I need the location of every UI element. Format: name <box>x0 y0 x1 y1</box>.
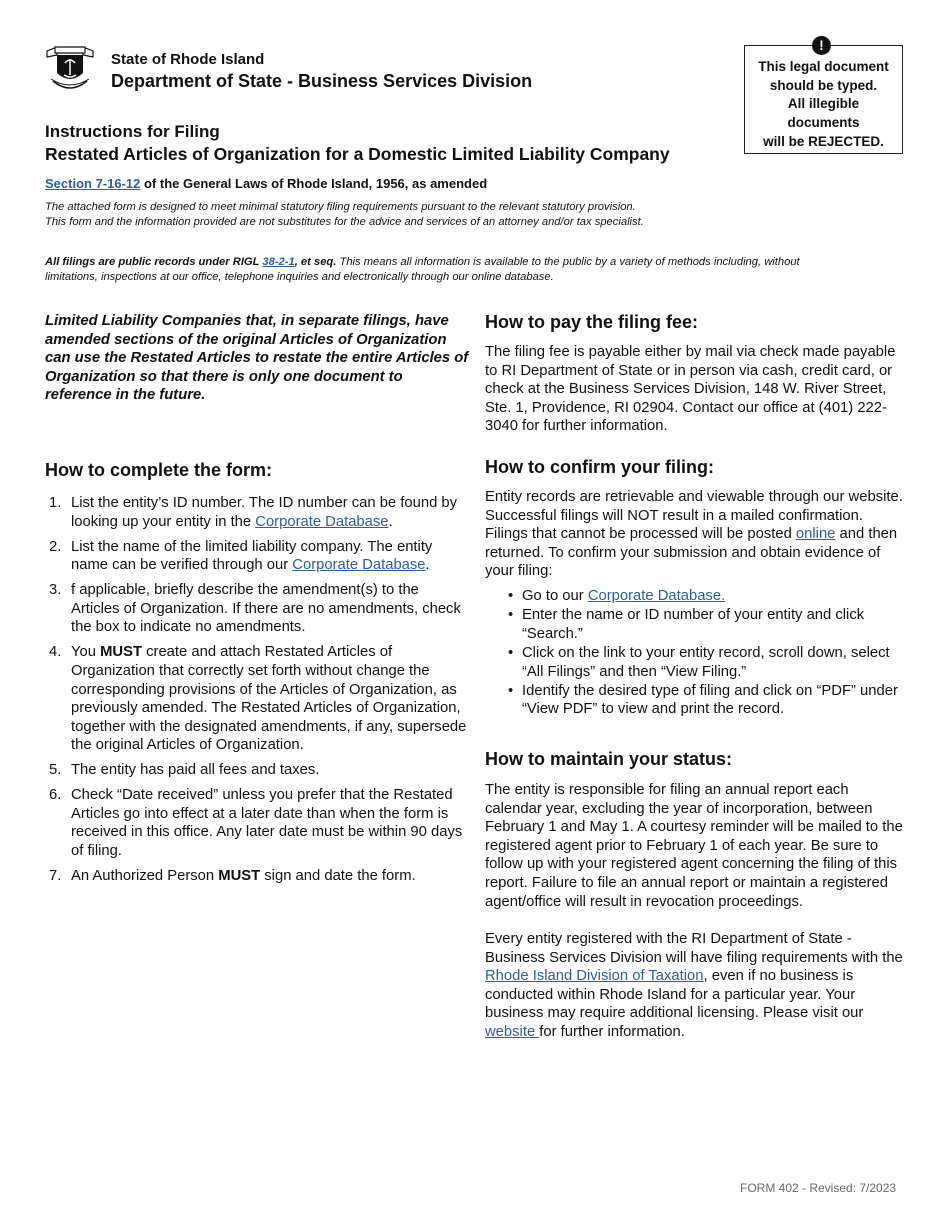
intro-paragraph: Limited Liability Companies that, in separate filings, have amended sections of the original Articles of Organization can use the Restated Articles to restate the entire Articles of Organization so that there is only one document to reference in the future. <box>45 313 469 404</box>
warning-line: will be REJECTED. <box>763 133 884 149</box>
website-link[interactable]: website <box>485 1023 540 1040</box>
steps-list <box>45 494 470 892</box>
step-emphasis: MUST <box>100 644 143 661</box>
bullet-icon: • <box>508 682 514 699</box>
law-reference-text: of the General Laws of Rhode Island, 1956, as amended <box>140 176 488 191</box>
step-text: List the name of the limited liability company. The entity name can be verified through our <box>71 538 433 574</box>
form-revision-footer: FORM 402 - Revised: 7/2023 <box>740 1181 897 1195</box>
step-text: An Authorized Person <box>71 868 219 885</box>
step-text: sign and date the form. <box>260 868 416 885</box>
warning-line: documents <box>787 115 860 131</box>
step-emphasis: MUST <box>218 868 261 885</box>
state-name: State of Rhode Island <box>111 51 265 68</box>
step-number: 2. <box>49 538 62 555</box>
public-records-bold: All filings are public records under RIGL <box>45 256 263 268</box>
section-7-16-12-link[interactable]: Section 7-16-12 <box>45 176 141 191</box>
bullet-text: Click on the link to your entity record, scroll down, select “All Filings” and then “View Filing.” <box>522 644 890 680</box>
taxation-text: , even if no business is conducted within Rhode Island for a particular year. Your business may require additional licensing. Please visit our <box>485 968 864 1022</box>
step-number: 7. <box>49 868 62 885</box>
confirm-text: Entity records are retrievable and viewable through our website. Successful filings will NOT result in a mailed confirmation. Filings that cannot be processed will be posted <box>485 489 903 543</box>
step-text: create and attach Restated Articles of Organization that correctly set forth without change the corresponding provisions of the Articles of Organization, as previously amended. The Restated Articles of Organization, together with the designated amendments, if any, supersede the original Articles of Organization. <box>71 644 467 754</box>
division-of-taxation-link[interactable]: Rhode Island Division of Taxation <box>485 968 704 985</box>
complete-heading: How to complete the form: <box>45 460 273 480</box>
confirm-steps-list <box>485 587 905 720</box>
taxation-text: Every entity registered with the RI Department of State - Business Services Division will have filing requirements with the <box>485 931 903 966</box>
page-title: Instructions for Filing <box>45 122 220 141</box>
maintain-heading: How to maintain your status: <box>485 749 733 769</box>
page-subtitle: Restated Articles of Organization for a Domestic Limited Liability Company <box>45 144 670 164</box>
list-item <box>45 643 470 755</box>
step-text: You <box>71 644 101 661</box>
warning-line: All illegible <box>787 96 860 112</box>
taxation-paragraph <box>485 930 905 1042</box>
step-text: . <box>425 557 430 574</box>
confirm-paragraph <box>485 488 905 581</box>
step-text: f applicable, briefly describe the amendment(s) to the Articles of Organization. If there are no amendments, check the box to indicate no amendments. <box>71 582 461 636</box>
bullet-icon: • <box>508 607 514 624</box>
warning-line: This legal document <box>758 59 889 74</box>
bullet-icon: • <box>508 588 514 604</box>
list-item <box>45 538 470 575</box>
public-records-text: This means all information is available to the public by a variety of methods including, without limitations, inspections at our office, telephone inquiries and electronically through our online database. <box>45 256 800 283</box>
step-text: List the entity’s ID number. The ID number can be found by looking up your entity in the <box>71 495 458 530</box>
law-reference <box>45 176 487 191</box>
step-text: Check “Date received” unless you prefer that the Restated Articles go into effect at a later date than when the form is received in this office. Any later date must be within 90 days of filing. <box>71 787 463 860</box>
list-item <box>45 581 470 637</box>
list-item <box>485 644 905 681</box>
state-seal-logo <box>43 43 97 93</box>
list-item <box>45 494 470 531</box>
pay-paragraph: The filing fee is payable either by mail via check made payable to RI Department of State or in person via cash, credit card, or check at the Business Services Division, 148 W. River Street, Ste. 1, Providence, RI 02904. Contact our office at (401) 222-3040 for further information. <box>485 344 896 435</box>
step-number: 4. <box>49 644 62 661</box>
online-link[interactable]: online <box>795 526 836 543</box>
list-item <box>485 587 905 606</box>
disclaimer-line: This form and the information provided are not substitutes for the advice and services of an attorney and/or tax specialist. <box>45 216 644 228</box>
exclamation-icon: ! <box>812 36 831 55</box>
corporate-database-link[interactable]: Corporate Database <box>255 513 389 530</box>
pay-heading: How to pay the filing fee: <box>485 312 699 332</box>
warning-line: should be typed. <box>769 77 878 93</box>
public-records-bold: , et seq. <box>294 256 337 268</box>
step-number: 3. <box>49 582 62 599</box>
step-number: 5. <box>49 762 62 779</box>
list-item <box>45 761 470 780</box>
bullet-text: Go to our <box>522 588 588 604</box>
list-item <box>45 867 470 886</box>
disclaimer-line: The attached form is designed to meet minimal statutory filing requirements pursuant to the relevant statutory provision. <box>45 201 636 213</box>
step-number: 6. <box>49 787 62 804</box>
step-text: . <box>388 513 393 530</box>
maintain-paragraph: The entity is responsible for filing an annual report each calendar year, excluding the year of incorporation, between February 1 and May 1. A courtesy reminder will be mailed to the registered agent prior to February 1 of each year. Be sure to follow up with your registered agent concerning the filing of this report. Failure to file an annual report or maintain a registered agent/office will result in revocation proceedings. <box>485 782 903 910</box>
typed-warning-box <box>744 45 903 154</box>
disclaimer <box>45 200 644 230</box>
list-item <box>485 606 905 643</box>
taxation-text: for further information. <box>539 1023 685 1040</box>
bullet-text: Enter the name or ID number of your entity and click “Search.” <box>522 607 865 642</box>
corporate-database-link[interactable]: Corporate Database <box>292 557 426 574</box>
bullet-text: Identify the desired type of filing and click on “PDF” under “View PDF” to view and print the record. <box>522 682 898 718</box>
step-number: 1. <box>49 495 62 511</box>
list-item <box>485 682 905 719</box>
department-name: Department of State - Business Services Division <box>111 71 533 91</box>
list-item <box>45 786 470 860</box>
bullet-icon: • <box>508 644 514 661</box>
confirm-heading: How to confirm your filing: <box>485 457 714 477</box>
step-text: The entity has paid all fees and taxes. <box>71 762 320 779</box>
confirm-text: and then returned. To confirm your submission and obtain evidence of your filing: <box>485 526 898 580</box>
public-records-note <box>45 255 815 285</box>
corporate-database-link[interactable]: Corporate Database. <box>587 588 726 604</box>
rigl-38-2-1-link[interactable]: 38-2-1 <box>262 256 295 268</box>
